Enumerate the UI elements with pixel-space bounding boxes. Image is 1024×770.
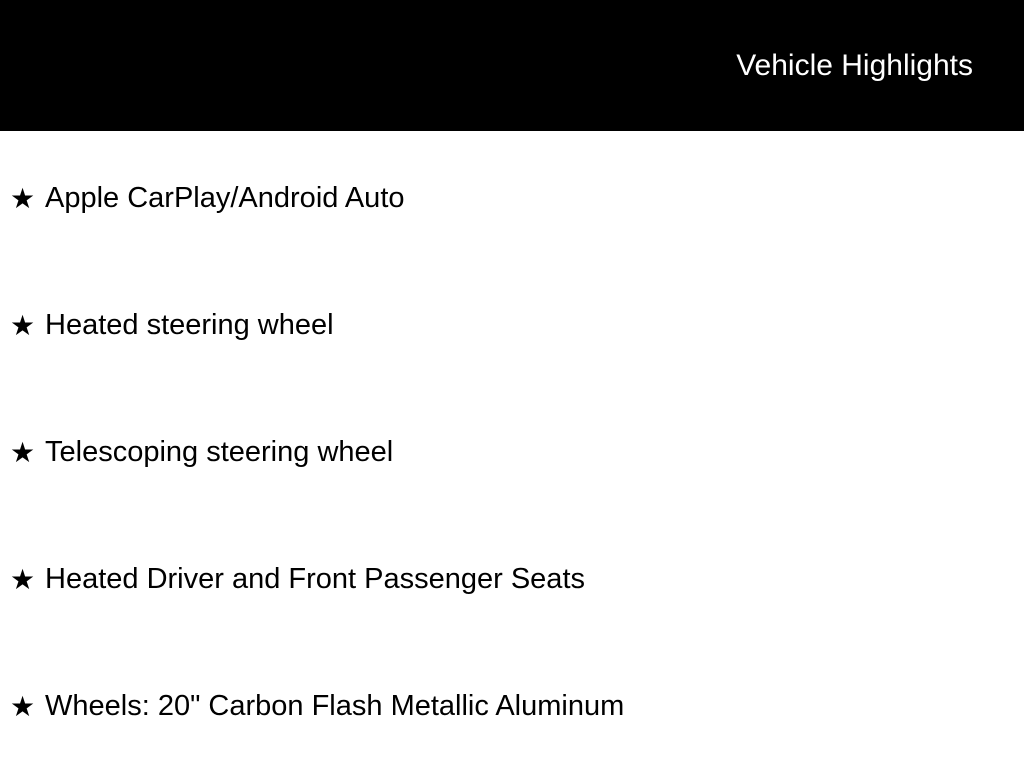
list-item	[10, 643, 1024, 770]
highlights-list	[0, 131, 1024, 770]
header-bar	[0, 0, 1024, 131]
list-item-label: Heated Driver and Front Passenger Seats	[45, 563, 585, 595]
list-item-label: Telescoping steering wheel	[45, 436, 394, 468]
page-title: Vehicle Highlights	[736, 48, 973, 82]
star-icon: ★	[10, 690, 36, 722]
list-item	[10, 262, 1024, 389]
list-item-label: Heated steering wheel	[45, 309, 334, 341]
star-icon: ★	[10, 309, 36, 341]
star-icon: ★	[10, 563, 36, 595]
list-item	[10, 516, 1024, 643]
star-icon: ★	[10, 182, 36, 214]
list-item	[10, 389, 1024, 516]
list-item-label: Apple CarPlay/Android Auto	[45, 182, 405, 214]
star-icon: ★	[10, 436, 36, 468]
list-item-label: Wheels: 20" Carbon Flash Metallic Aluminum	[45, 690, 625, 722]
list-item	[10, 135, 1024, 262]
